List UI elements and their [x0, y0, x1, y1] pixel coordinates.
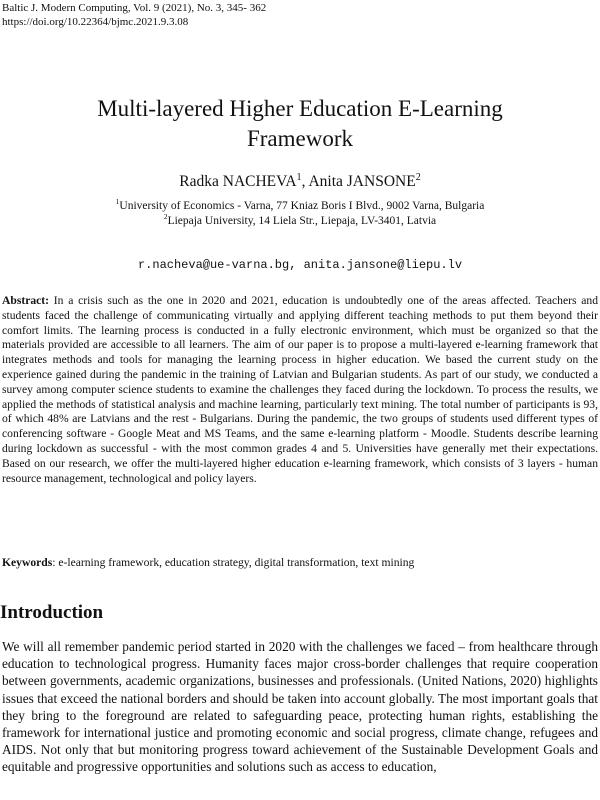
keywords-label: Keywords: [2, 556, 53, 569]
affiliation-text: University of Economics - Varna, 77 Kniaz Boris I Blvd., 9002 Varna, Bulgaria: [119, 200, 485, 212]
introduction-paragraph: We will all remember pandemic period started in 2020 with the challenges we faced – from healthcare through education to technological progress. Humanity faces major cross-border challenges that require cooperation between governments, academic organizations, businesses and professionals. (United Nations, 2020) highlights issues that exceed the national borders and should be taken into account globally. The most important goals that they bring to the foreground are related to safeguarding peace, protecting human rights, establishing the framework for international justice and promoting economic and social progress, climate change, refugees and AIDS. Not only that but monitoring progress toward achievement of the Sustainable Development Goals and equitable and progressive opportunities and solutions such as access to education,: [2, 639, 598, 775]
author-affiliation-mark: 2: [415, 171, 421, 183]
author-name: Anita JANSONE: [308, 173, 416, 190]
affiliation-item: [0, 214, 600, 229]
affiliation-mark: 2: [163, 212, 168, 222]
abstract-label: Abstract:: [2, 294, 50, 307]
paper-title: [0, 94, 600, 154]
journal-citation: Baltic J. Modern Computing, Vol. 9 (2021), No. 3, 345- 362: [2, 2, 267, 14]
title-line-2: Framework: [246, 126, 354, 151]
author-affiliation-mark: 1: [296, 171, 302, 183]
affiliation-mark: 1: [115, 197, 120, 207]
affiliation-list: [0, 199, 600, 229]
journal-header: [2, 1, 266, 29]
author-emails[interactable]: r.nacheva@ue-varna.bg, anita.jansone@liepu.lv: [137, 258, 463, 272]
title-line-1: Multi-layered Higher Education E-Learning: [97, 96, 503, 121]
keywords-text: : e-learning framework, education strategy, digital transformation, text mining: [52, 556, 415, 569]
abstract: [2, 294, 598, 486]
author-name: Radka NACHEVA: [179, 173, 297, 190]
keywords: [2, 556, 598, 571]
affiliation-text: Liepaja University, 14 Liela Str., Liepaja, LV-3401, Latvia: [167, 215, 437, 227]
section-heading: Introduction: [0, 602, 104, 623]
author-list: [0, 173, 600, 191]
author-separator: ,: [301, 173, 309, 190]
doi-link[interactable]: https://doi.org/10.22364/bjmc.2021.9.3.08: [2, 16, 189, 28]
affiliation-item: [0, 199, 600, 214]
abstract-text: In a crisis such as the one in 2020 and 2021, education is undoubtedly one of the areas affected. Teachers and students faced the challenge of communicating virtually and applying different teaching methods to put them beyond their comfort limits. The learning process is conducted in a fully electronic environment, which must be organized so that the materials provided are accessible to all learners. The aim of our paper is to propose a multi-layered e-learning framework that integrates methods and tools for managing the learning process in higher education. We based the current study on the experience gained during the pandemic in the training of Latvian and Bulgarian students. As part of our study, we conducted a survey among computer science students to examine the challenges they faced during the lockdown. To process the results, we applied the methods of statistical analysis and machine learning, particularly text mining. The total number of participants is 93, of which 48% are Latvians and the rest - Bulgarians. During the pandemic, the two groups of students used different types of conferencing software - Google Meat and MS Teams, and the same e-learning platform - Moodle. Students describe learning during lockdown as successful - with the most common grades 4 and 5. Universities have generally met their expectations. Based on our research, we offer the multi-layered higher education e-learning framework, which consists of 3 layers - human resource management, technological and policy layers.: [2, 294, 598, 485]
